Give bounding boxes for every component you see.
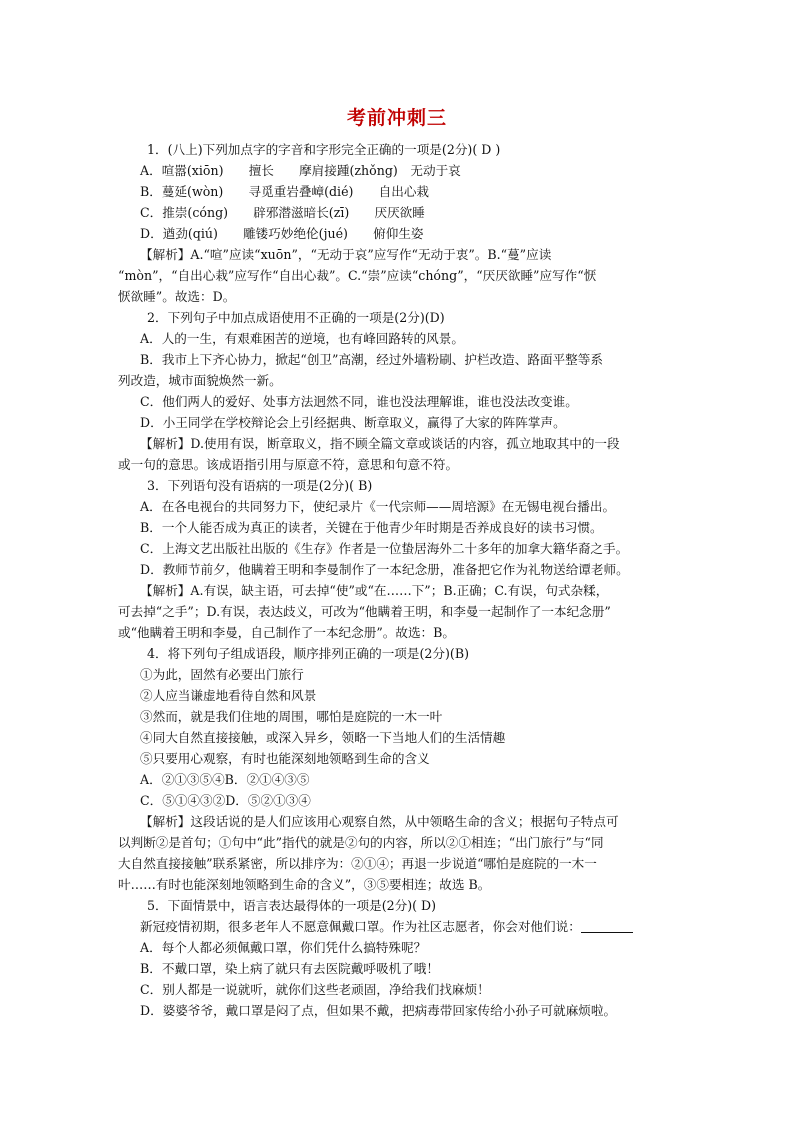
line-text: ③然而，就是我们住地的周围，哪怕是庭院的一木一叶 <box>140 709 443 724</box>
text-line <box>118 622 678 643</box>
line-text: 3．下列语句没有语病的一项是(2分)( B) <box>147 478 373 493</box>
text-line <box>118 895 678 916</box>
line-text: 以判断②是首句；①句中“此”指代的就是②句的内容，所以②①相连；“出门旅行”与“同 <box>118 835 604 850</box>
line-text: B．不戴口罩，染上病了就只有去医院戴呼吸机了哦！ <box>140 961 439 976</box>
line-text: B．我市上下齐心协力，掀起“创卫”高潮，经过外墙粉刷、护栏改造、路面平整等系 <box>140 352 603 367</box>
text-line <box>118 916 678 937</box>
line-text: A．人的一生，有艰难困苦的逆境，也有峰回路转的风景。 <box>140 331 464 346</box>
text-line <box>118 307 678 328</box>
text-line <box>118 517 678 538</box>
text-line <box>118 685 678 706</box>
page-title: 考前冲刺三 <box>346 107 447 129</box>
text-line <box>118 454 678 475</box>
line-text: C．⑤①④③②D．⑤②①③④ <box>140 793 311 808</box>
line-text: A．在各电视台的共同努力下，使纪录片《一代宗师——周培源》在无锡电视台播出。 <box>140 499 616 514</box>
line-text: 恹欲睡”。故选：D。 <box>118 289 236 304</box>
line-text: “mòn”，“自出心栽”应写作“自出心裁”。C.“崇”应读“chóng”，“厌厌欲睡”应写作“恹 <box>118 268 597 283</box>
text-line <box>118 202 678 223</box>
text-line <box>118 958 678 979</box>
line-text: 【解析】D.使用有误，断章取义，指不顾全篇文章或谈话的内容，孤立地取其中的一段 <box>140 436 620 451</box>
text-line <box>118 538 678 559</box>
text-line <box>118 433 678 454</box>
line-text: 4．将下列句子组成语段，顺序排列正确的一项是(2分)(B) <box>147 646 469 661</box>
text-line <box>118 832 678 853</box>
text-line <box>118 853 678 874</box>
line-text: 列改造，城市面貌焕然一新。 <box>118 373 282 388</box>
text-line <box>118 496 678 517</box>
line-text: ④同大自然直接接触，或深入异乡，领略一下当地人们的生活情趣 <box>140 730 506 745</box>
line-text: 或“他瞒着王明和李曼，自己制作了一本纪念册”。故选：B。 <box>118 625 455 640</box>
text-line <box>118 160 678 181</box>
line-text: 【解析】A.有误，缺主语，可去掉“使”或“在……下”；B.正确；C.有误，句式杂糅， <box>140 583 609 598</box>
line-text: 1．(八上)下列加点字的字音和字形完全正确的一项是(2分)( D ) <box>147 142 501 157</box>
text-line <box>118 580 678 601</box>
line-text: ①为此，固然有必要出门旅行 <box>140 667 304 682</box>
line-text: 大自然直接接触”联系紧密，所以排序为：②①④；再退一步说道“哪怕是庭院的一木一 <box>118 856 597 871</box>
line-text: D．遒劲(qiú) 雕镂巧妙绝伦(jué) 俯仰生姿 <box>140 226 424 241</box>
document-body <box>118 139 678 1021</box>
line-text: C．推崇(cóng) 辟邪潜滋暗长(zī) 厌厌欲睡 <box>140 205 425 220</box>
text-line <box>118 643 678 664</box>
text-line <box>118 412 678 433</box>
line-text: 叶……有时也能深刻地领略到生命的含义”，③⑤要相连；故选 B。 <box>118 877 491 892</box>
line-text: 5．下面情景中，语言表达最得体的一项是(2分)( D) <box>147 898 437 913</box>
line-text: A．②①③⑤④B．②①④③⑤ <box>140 772 310 787</box>
line-text: 【解析】这段话说的是人们应该用心观察自然，从中领略生命的含义；根据句子特点可 <box>140 814 619 829</box>
line-text: D．婆婆爷爷，戴口罩是闷了点，但如果不戴，把病毒带回家传给小孙子可就麻烦啦。 <box>140 1003 617 1018</box>
text-line <box>118 790 678 811</box>
text-line <box>118 349 678 370</box>
text-line <box>118 727 678 748</box>
line-text: 【解析】A.“喧”应读“xuōn”，“无动于哀”应写作“无动于衷”。B.“蔓”应读 <box>140 247 552 262</box>
line-text: D．小王同学在学校辩论会上引经据典、断章取义，赢得了大家的阵阵掌声。 <box>140 415 566 430</box>
text-line <box>118 1000 678 1021</box>
text-line <box>118 181 678 202</box>
line-text: B．一个人能否成为真正的读者，关键在于他青少年时期是否养成良好的读书习惯。 <box>140 520 603 535</box>
line-text: ⑤只要用心观察，有时也能深刻地领略到生命的含义 <box>140 751 430 766</box>
line-text: 新冠疫情初期，很多老年人不愿意佩戴口罩。作为社区志愿者，你会对他们说： <box>140 919 581 934</box>
text-line <box>118 748 678 769</box>
text-line <box>118 223 678 244</box>
text-line <box>118 265 678 286</box>
answer-blank <box>581 919 633 933</box>
line-text: C．别人都是一说就听，就你们这些老顽固，净给我们找麻烦！ <box>140 982 490 997</box>
line-text: C．他们两人的爱好、处事方法迥然不同，谁也没法理解谁，谁也没法改变谁。 <box>140 394 578 409</box>
text-line <box>118 559 678 580</box>
text-line <box>118 979 678 1000</box>
line-text: 可去掉“之手”；D.有误，表达歧义，可改为“他瞒着王明，和李曼一起制作了一本纪念册” <box>118 604 611 619</box>
line-text: A．喧嚣(xiōn) 擅长 摩肩接踵(zhǒng) 无动于哀 <box>140 163 461 178</box>
line-text: C．上海文艺出版社出版的《生存》作者是一位蛰居海外二十多年的加拿大籍华裔之手。 <box>140 541 629 556</box>
line-text: ②人应当谦虚地看待自然和风景 <box>140 688 317 703</box>
text-line <box>118 328 678 349</box>
text-line <box>118 391 678 412</box>
text-line <box>118 811 678 832</box>
text-line <box>118 286 678 307</box>
text-line <box>118 769 678 790</box>
line-text: A．每个人都必须佩戴口罩，你们凭什么搞特殊呢？ <box>140 940 427 955</box>
text-line <box>118 664 678 685</box>
text-line <box>118 601 678 622</box>
text-line <box>118 937 678 958</box>
line-text: B．蔓延(wòn) 寻觅重岩叠嶂(dié) 自出心栽 <box>140 184 430 199</box>
line-text: D．教师节前夕，他瞒着王明和李曼制作了一本纪念册，准备把它作为礼物送给谭老师。 <box>140 562 629 577</box>
text-line <box>118 244 678 265</box>
text-line <box>118 370 678 391</box>
text-line <box>118 475 678 496</box>
text-line <box>118 139 678 160</box>
line-text: 2．下列句子中加点成语使用不正确的一项是(2分)(D) <box>147 310 445 325</box>
text-line <box>118 874 678 895</box>
line-text: 或一句的意思。该成语指引用与原意不符，意思和句意不符。 <box>118 457 459 472</box>
text-line <box>118 706 678 727</box>
